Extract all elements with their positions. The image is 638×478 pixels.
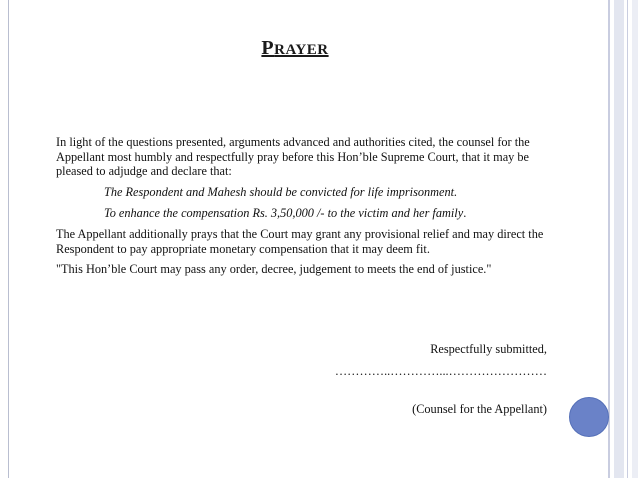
additional-paragraph: The Appellant additionally prays that the Court may grant any provisional relief and may direct the Respondent to pay appropriate monetary compensation that it may deem fit. — [56, 227, 544, 256]
respectfully-submitted: Respectfully submitted, — [430, 342, 547, 356]
right-frame-bar — [608, 0, 610, 478]
signature-line: …………..…………...…………………… — [334, 364, 547, 378]
counsel-label: (Counsel for the Appellant) — [412, 402, 547, 416]
prayer-item: The Respondent and Mahesh should be convicted for life imprisonment. — [104, 185, 458, 199]
intro-paragraph: In light of the questions presented, arguments advanced and authorities cited, the counsel for the Appellant most humbly and respectfully pray before this Hon’ble Supreme Court, that it may be pleased to adjudge and declare that: — [56, 135, 530, 178]
title-first-letter: P — [261, 37, 275, 59]
page-title — [0, 37, 590, 60]
prayer-item-text: To enhance the compensation Rs. 3,50,000 /- to the victim and her family — [104, 206, 464, 220]
decorative-circle — [569, 397, 609, 437]
right-frame-bar — [632, 0, 638, 478]
prayer-item — [104, 206, 564, 221]
right-frame-bar — [627, 0, 628, 478]
left-frame-line — [8, 0, 9, 478]
closing-paragraph: "This Hon’ble Court may pass any order, decree, judgement to meets the end of justice." — [56, 262, 492, 276]
title-rest: RAYER — [274, 42, 329, 58]
right-frame-bar — [614, 0, 624, 478]
prayer-item-period: . — [463, 206, 467, 220]
